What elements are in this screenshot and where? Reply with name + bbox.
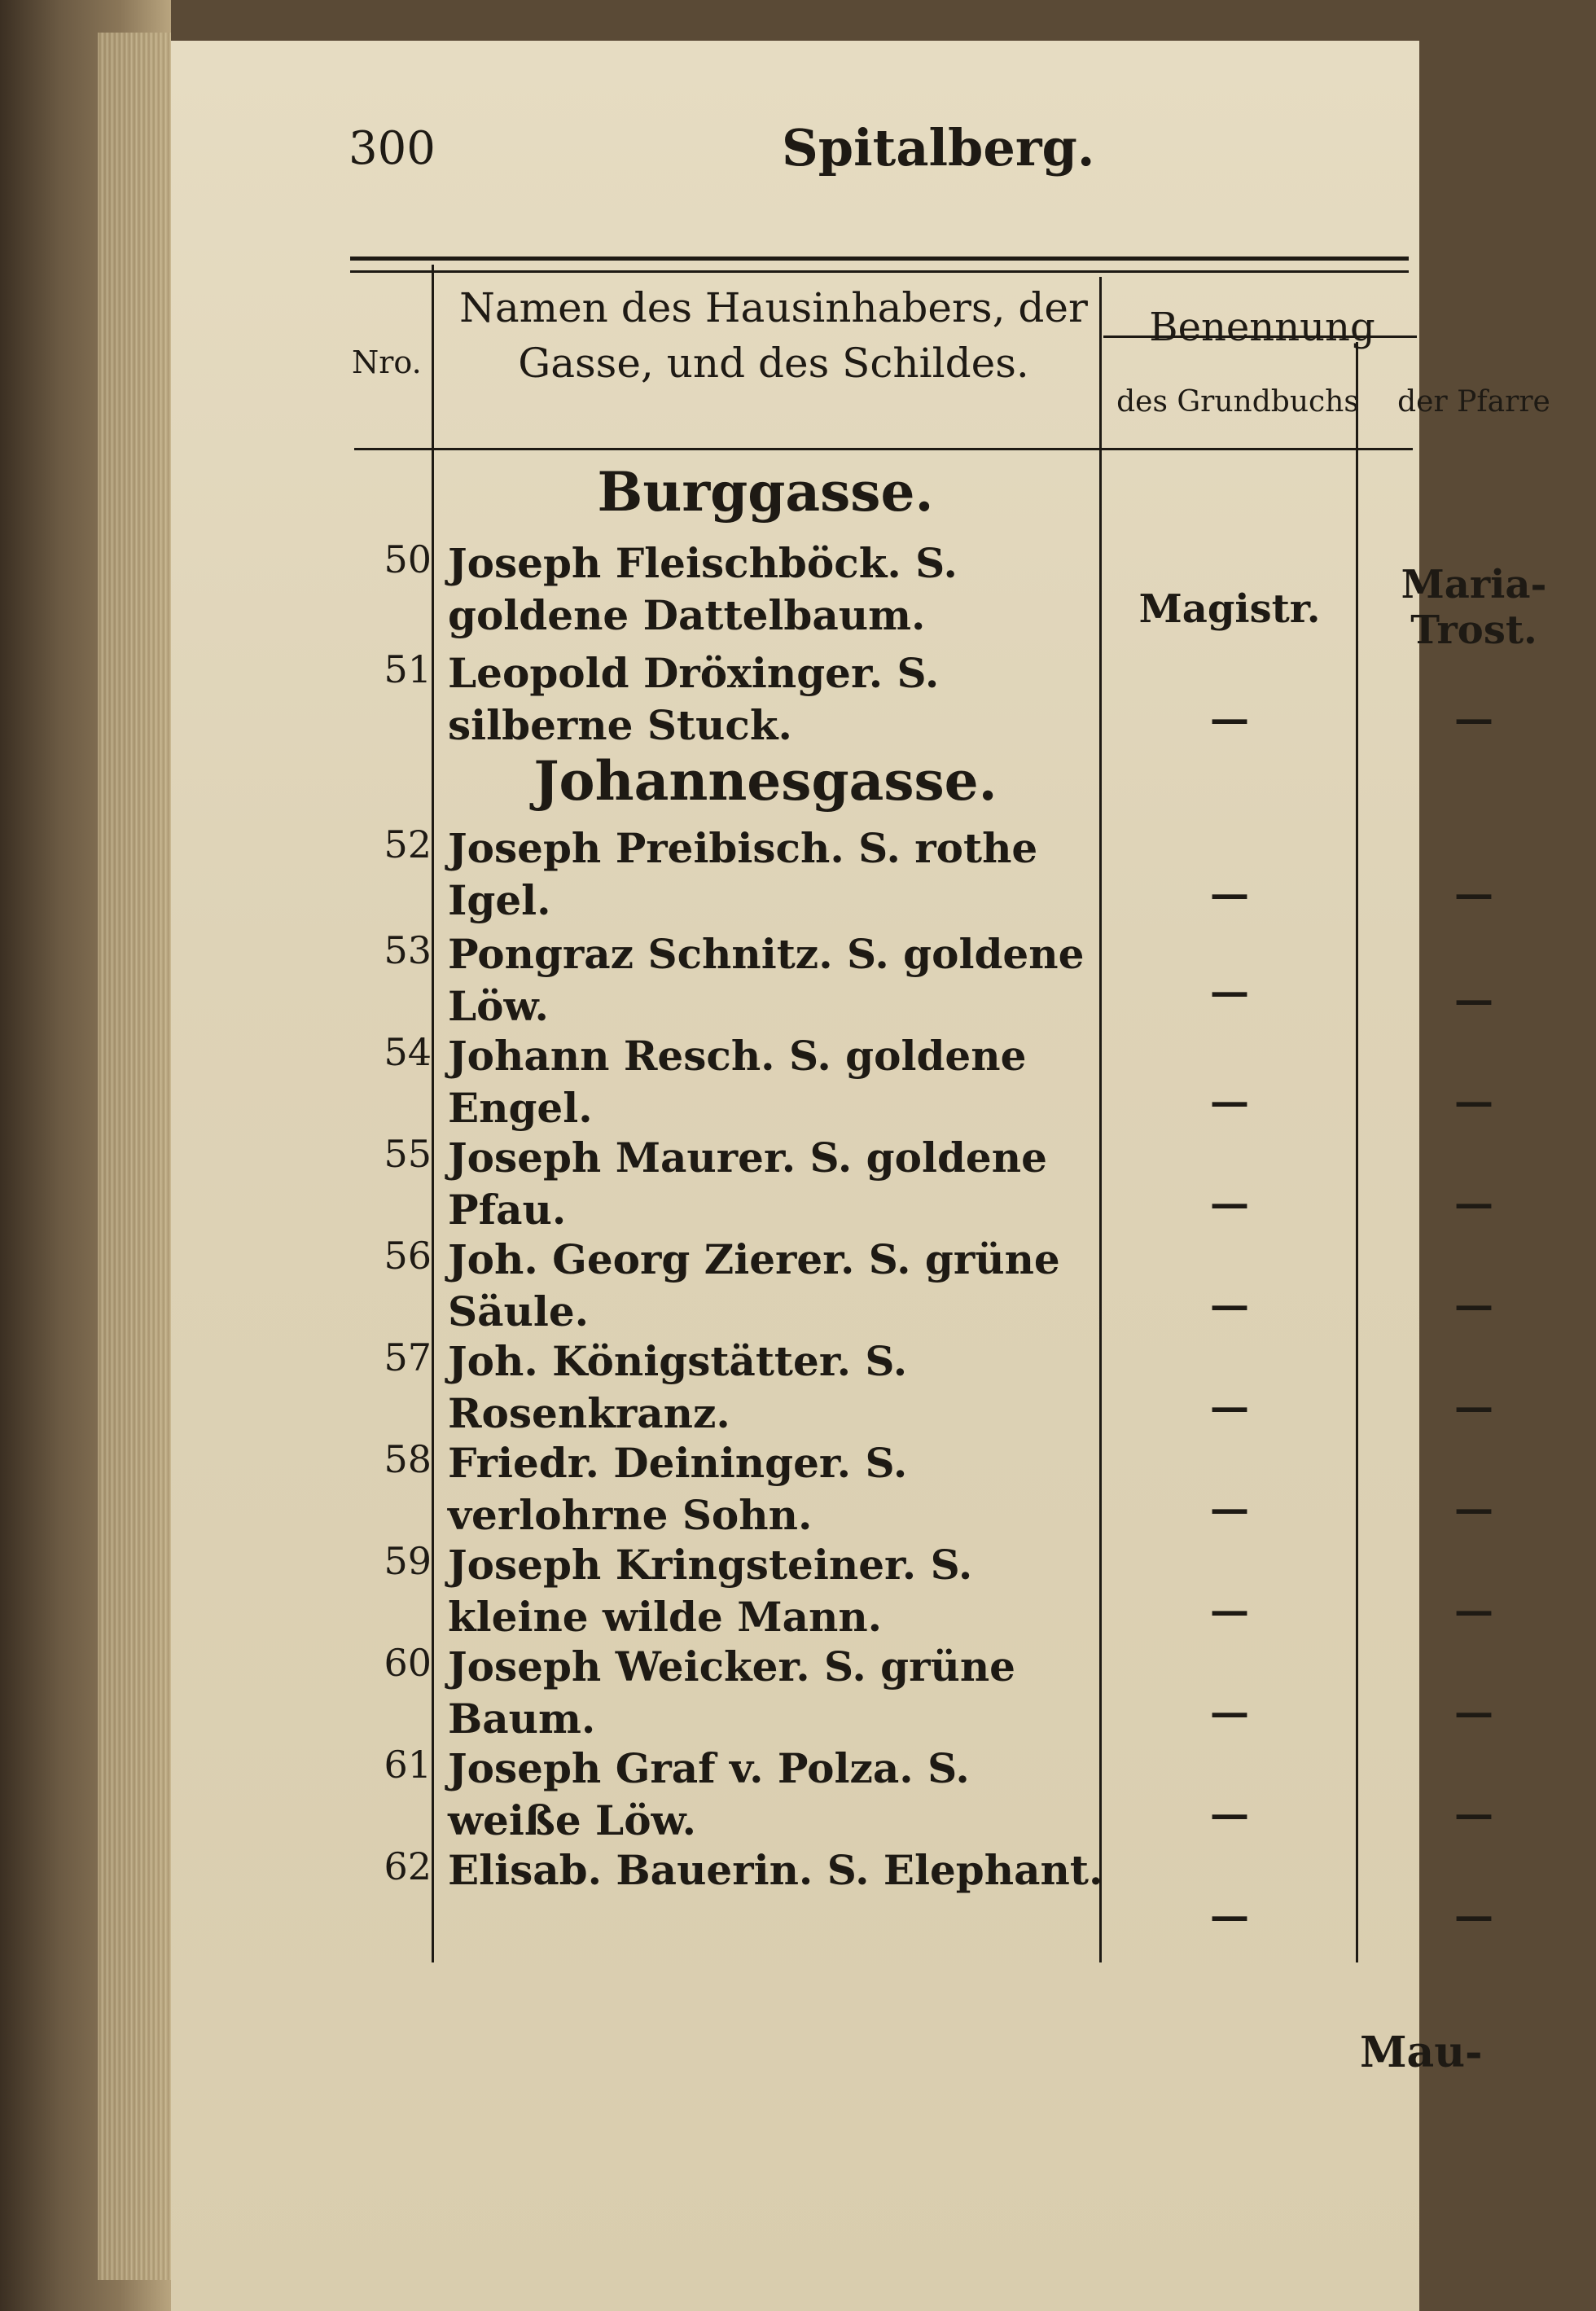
row-grundbuch: —	[1210, 969, 1249, 1015]
table-row	[171, 537, 1547, 653]
row-entry: Joh. Georg Zierer. S. grüne Säule.	[448, 1235, 1060, 1335]
row-grundbuch: —	[1210, 1893, 1249, 1939]
header-name: Namen des Hausinhabers, der Gasse, und des Schildes.	[459, 284, 1088, 387]
header-nro: Nro.	[352, 344, 422, 380]
row-number: 62	[384, 1844, 432, 1888]
header-double-rule	[350, 257, 1409, 273]
table-row	[171, 1030, 1493, 1132]
row-pfarre: —	[1454, 1181, 1493, 1226]
row-grundbuch: —	[1210, 1283, 1249, 1328]
row-pfarre: —	[1454, 1690, 1493, 1735]
table-row	[171, 1641, 1493, 1743]
row-pfarre: Maria-Trost.	[1401, 562, 1547, 653]
catchword: Mau-	[1360, 2028, 1483, 2077]
table-row	[171, 647, 1493, 749]
row-entry: Leopold Dröxinger. S. silberne Stuck.	[448, 649, 940, 749]
row-number: 50	[384, 537, 432, 581]
book-page	[171, 41, 1550, 2311]
row-grundbuch: —	[1210, 1588, 1249, 1633]
row-grundbuch: —	[1210, 1079, 1249, 1125]
row-grundbuch: —	[1210, 1181, 1249, 1226]
table-row	[171, 1234, 1493, 1335]
row-grundbuch: —	[1210, 1384, 1249, 1430]
table-row	[171, 928, 1493, 1030]
row-pfarre: —	[1454, 1384, 1493, 1430]
row-number: 51	[384, 647, 432, 691]
row-number: 56	[384, 1234, 432, 1278]
header-bottom-rule	[354, 448, 1413, 450]
row-entry: Joseph Kringsteiner. S. kleine wilde Mann.	[448, 1541, 973, 1641]
row-number: 59	[384, 1539, 432, 1583]
row-number: 61	[384, 1743, 432, 1787]
header-pfarre: der Pfarre	[1397, 385, 1550, 419]
row-entry: Joseph Graf v. Polza. S. weiße Löw.	[448, 1744, 970, 1844]
table-row	[171, 1844, 1493, 1942]
row-entry: Joseph Fleischböck. S. goldene Dattelbaum.	[448, 539, 958, 639]
page-edges	[98, 33, 171, 2280]
header-grundbuch: des Grundbuchs	[1116, 385, 1359, 419]
row-grundbuch: —	[1210, 1690, 1249, 1735]
table-row	[171, 1539, 1493, 1641]
row-entry: Pongraz Schnitz. S. goldene Löw.	[448, 930, 1085, 1030]
row-pfarre: —	[1454, 1486, 1493, 1532]
row-number: 55	[384, 1132, 432, 1176]
row-number: 53	[384, 928, 432, 972]
row-pfarre: —	[1454, 1893, 1493, 1939]
row-entry: Elisab. Bauerin. S. Elephant.	[448, 1846, 1103, 1894]
row-grundbuch: —	[1210, 1791, 1249, 1837]
row-grundbuch: —	[1210, 871, 1249, 917]
row-pfarre: —	[1454, 977, 1493, 1023]
running-head: Spitalberg.	[782, 118, 1095, 178]
table-row	[171, 1335, 1493, 1437]
section-heading: Burggasse.	[597, 460, 934, 524]
row-pfarre: —	[1454, 1588, 1493, 1633]
book-fore-edge	[0, 0, 171, 2311]
row-pfarre: —	[1454, 1791, 1493, 1837]
section-heading: Johannesgasse.	[533, 749, 998, 813]
row-number: 58	[384, 1437, 432, 1481]
row-grundbuch: —	[1210, 1486, 1249, 1532]
row-number: 57	[384, 1335, 432, 1379]
row-number: 60	[384, 1641, 432, 1685]
row-entry: Johann Resch. S. goldene Engel.	[448, 1032, 1027, 1132]
page-number: 300	[349, 122, 436, 175]
row-pfarre: —	[1454, 871, 1493, 917]
row-pfarre: —	[1454, 696, 1493, 742]
row-grundbuch: —	[1210, 696, 1249, 742]
header-benennung: Benennung	[1149, 305, 1375, 350]
row-entry: Joseph Preibisch. S. rothe Igel.	[448, 824, 1038, 924]
row-number: 54	[384, 1030, 432, 1074]
table-row	[171, 822, 1493, 924]
table-row	[171, 1743, 1493, 1844]
table-row	[171, 1132, 1493, 1234]
row-entry: Friedr. Deininger. S. verlohrne Sohn.	[448, 1439, 908, 1539]
table-row	[171, 1437, 1493, 1539]
row-entry: Joseph Maurer. S. goldene Pfau.	[448, 1134, 1047, 1234]
row-pfarre: —	[1454, 1079, 1493, 1125]
row-number: 52	[384, 822, 432, 866]
row-entry: Joseph Weicker. S. grüne Baum.	[448, 1642, 1015, 1743]
row-pfarre: —	[1454, 1283, 1493, 1328]
row-grundbuch: Magistr.	[1138, 586, 1321, 632]
row-entry: Joh. Königstätter. S. Rosenkranz.	[448, 1337, 908, 1437]
